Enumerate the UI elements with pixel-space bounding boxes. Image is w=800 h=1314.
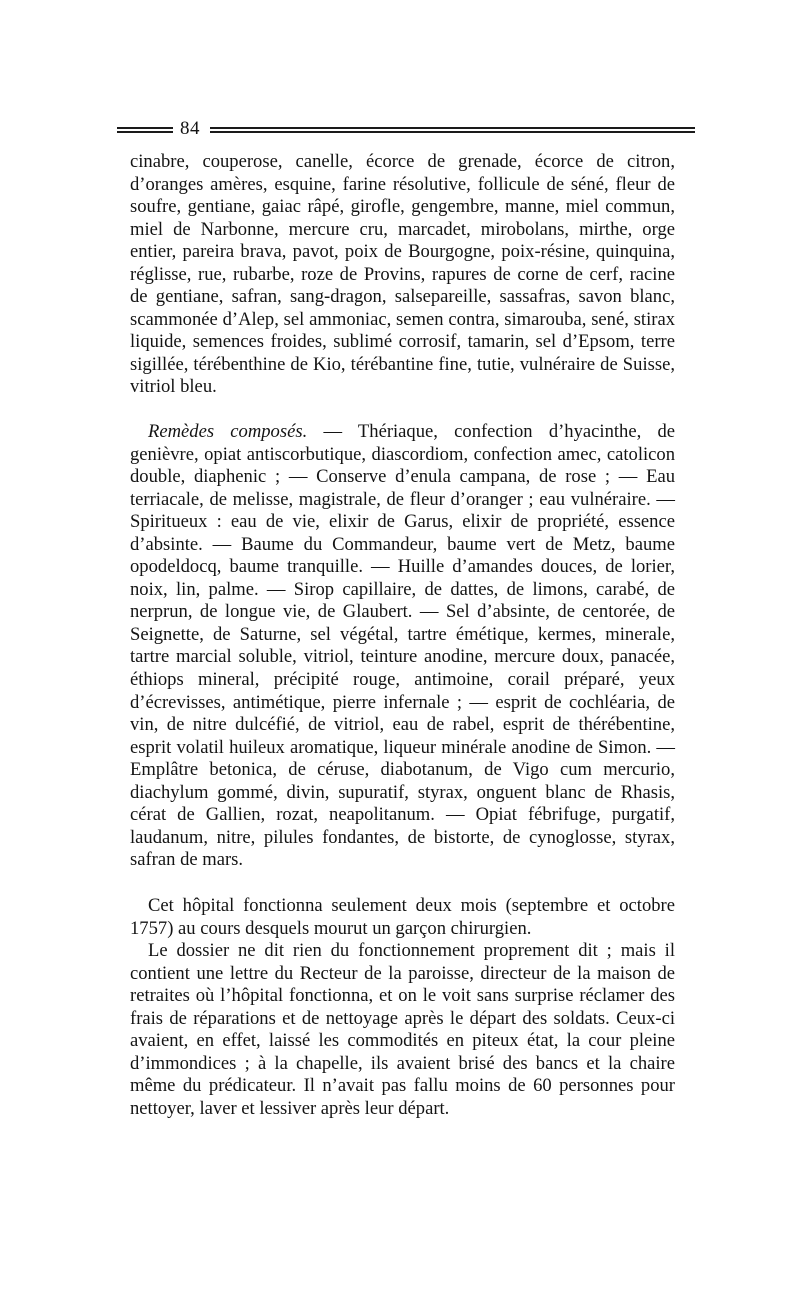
dossier-paragraph: Le dossier ne dit rien du fonctionnement proprement dit ; mais il contient une lettre du Recteur de la paroisse, directeur de la maison de retraites où l’hôpital fonctionna, et on le voit sans surprise réclamer des frais de réparations et de nettoyage après le départ des soldats. Ceux-ci avaient, en effet, laissé les commodités en piteux état, la cour pleine d’immondices ; à la chapelle, ils avaient brisé des bancs et la chaire même du prédicateur. Il n’avait pas fallu moins de 60 personnes pour nettoyer, laver et lessiver après leur départ. <box>130 940 675 1119</box>
page-header <box>112 118 694 142</box>
page-number: 84 <box>180 118 200 139</box>
hospital-paragraph: Cet hôpital fonctionna seulement deux mois (septembre et octobre 1757) au cours desquels mourut un garçon chirurgien. <box>130 894 675 939</box>
page-body <box>130 151 675 1120</box>
drug-list-paragraph: cinabre, couperose, canelle, écorce de grenade, écorce de citron, d’oranges amères, esquine, farine résolutive, follicule de séné, fleur de soufre, gentiane, gaiac râpé, girofle, gengembre, manne, miel commun, miel de Narbonne, mercure cru, marcadet, mirobolans, mirthe, orge entier, pareira brava, pavot, poix de Bourgogne, poix-résine, quinquina, réglisse, rue, rubarbe, roze de Provins, rapures de corne de cerf, racine de gentiane, safran, sang-dragon, salsepareille, sassafras, savon blanc, scammonée d’Alep, sel ammoniac, semen contra, simarouba, sené, stirax liquide, semences froides, sublimé corrosif, tamarin, sel d’Epsom, terre sigillée, térébenthine de Kio, térébantine fine, tutie, vulnéraire de Suisse, vitriol bleu. <box>130 151 675 398</box>
compound-remedies-paragraph <box>130 421 675 872</box>
header-rule-right <box>210 127 695 133</box>
compound-remedies-heading: Remèdes composés. <box>148 421 308 443</box>
header-rule-left <box>117 127 173 133</box>
compound-remedies-text: — Thériaque, confection d’hyacinthe, de genièvre, opiat antiscorbutique, diascordiom, confection amec, catolicon double, diaphenic ; — Conserve d’enula campana, de rose ; — Eau terriacale, de melisse, magistrale, de fleur d’oranger ; eau vulnéraire. — Spiritueux : eau de vie, elixir de Garus, elixir de propriété, essence d’absinte. — Baume du Commandeur, baume vert de Metz, baume opodeldocq, baume tranquille. — Huille d’amandes douces, de lorier, noix, lin, palme. — Sirop capillaire, de dattes, de limons, carabé, de nerprun, de longue vie, de Glaubert. — Sel d’absinte, de centorée, de Seignette, de Saturne, sel végétal, tartre émétique, kermes, minerale, tartre marcial soluble, vitriol, teinture anodine, mercure doux, panacée, éthiops mineral, précipité rouge, antimoine, corail préparé, yeux d’écrevisses, antimétique, pierre infernale ; — esprit de cochléaria, de vin, de nitre dulcéfié, de vitriol, eau de rabel, esprit de thérébentine, esprit volatil huileux aromatique, liqueur minérale anodine de Simon. — Emplâtre betonica, de céruse, diabotanum, de Vigo cum mercurio, diachylum gommé, divin, supuratif, styrax, onguent blanc de Rhasis, cérat de Gallien, rozat, neapolitanum. — Opiat fébrifuge, purgatif, laudanum, nitre, pilules fondantes, de bistorte, de cynoglosse, styrax, safran de mars. <box>130 421 675 871</box>
